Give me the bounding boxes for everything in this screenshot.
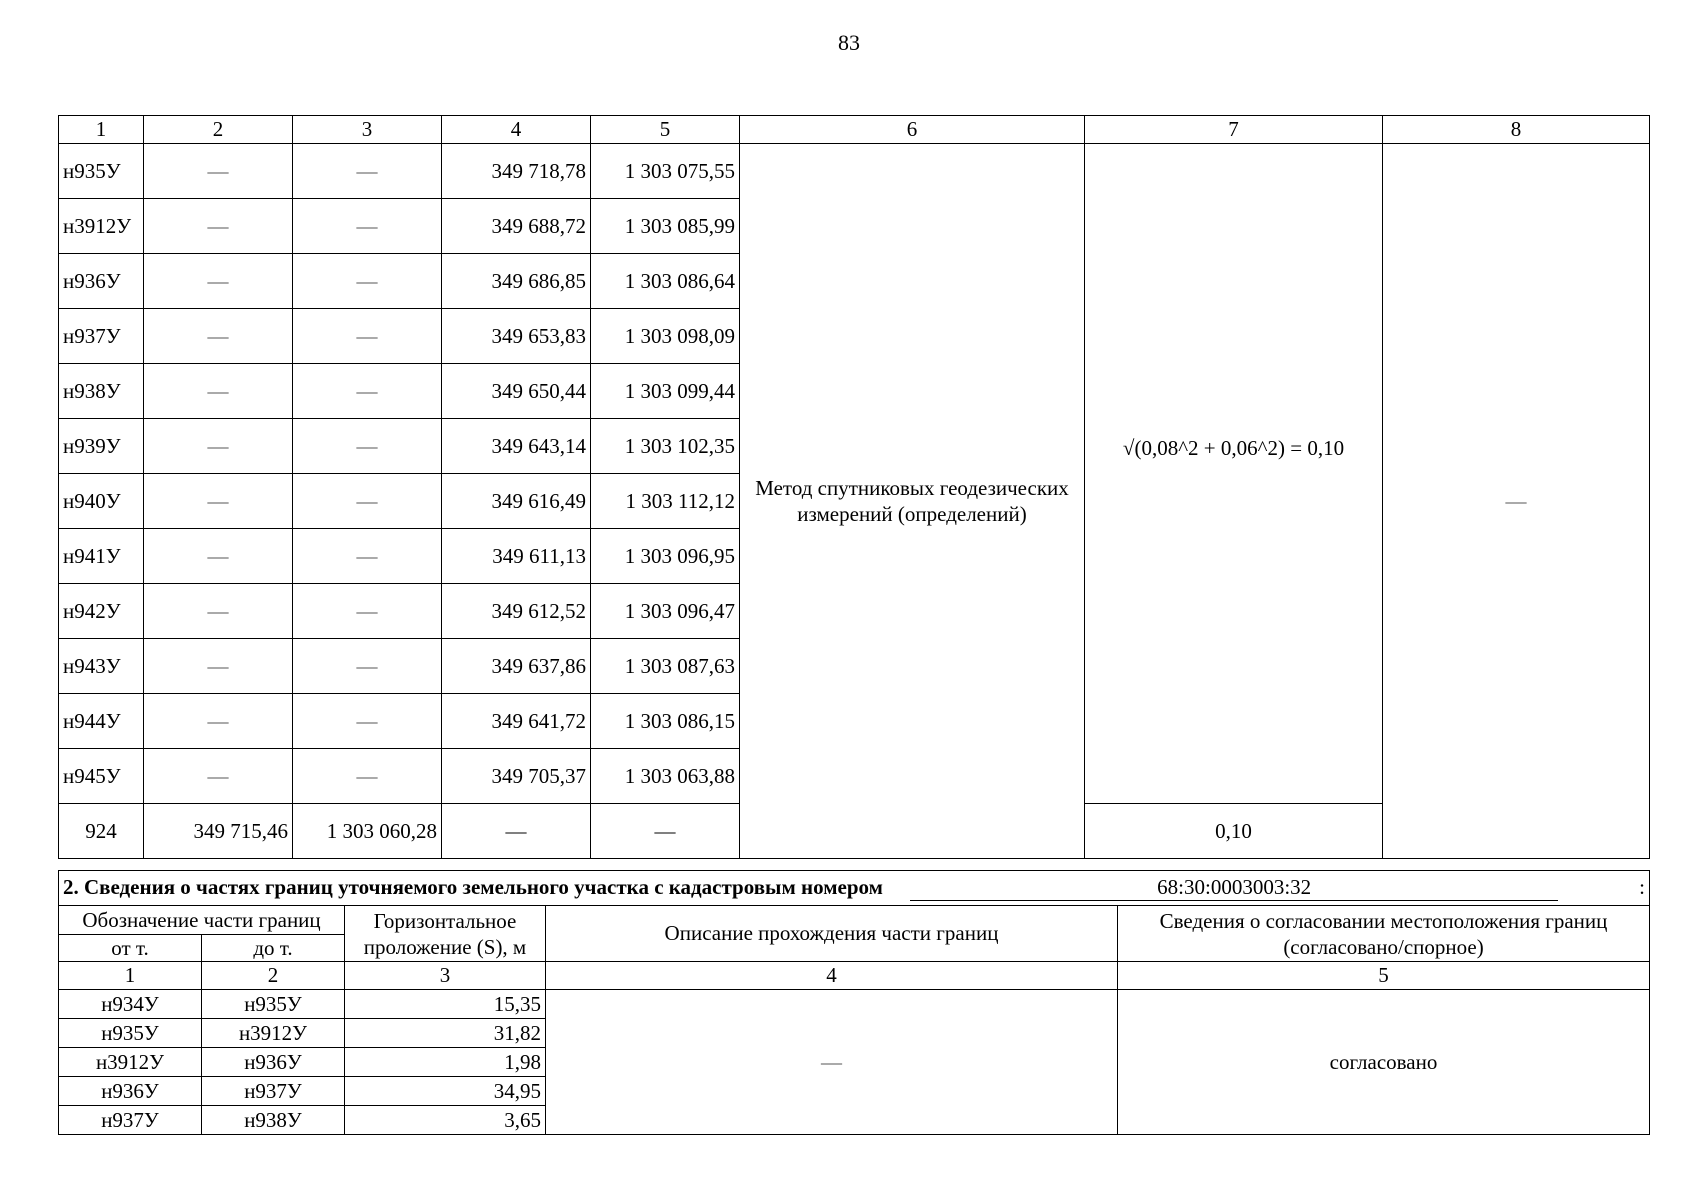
table-cell: н935У xyxy=(202,990,345,1019)
col-number: 3 xyxy=(293,116,442,144)
table-cell: — xyxy=(144,529,293,584)
head-agreement: Сведения о согласовании местоположения границ (согласовано/спорное) xyxy=(1118,906,1650,962)
col-number: 5 xyxy=(591,116,740,144)
table-cell: н937У xyxy=(202,1077,345,1106)
description-cell: — xyxy=(546,990,1118,1135)
boundary-parts-table xyxy=(58,870,1650,1135)
table-cell: 1 303 075,55 xyxy=(591,144,740,199)
table-cell: 349 653,83 xyxy=(442,309,591,364)
coordinates-table xyxy=(58,115,1650,859)
head-description: Описание прохождения части границ xyxy=(546,906,1118,962)
table-cell: 31,82 xyxy=(345,1019,546,1048)
head-to: до т. xyxy=(202,935,345,962)
table-cell: 1 303 086,15 xyxy=(591,694,740,749)
table-cell: — xyxy=(144,584,293,639)
col-number: 7 xyxy=(1085,116,1383,144)
head-from: от т. xyxy=(59,935,202,962)
table-cell: 34,95 xyxy=(345,1077,546,1106)
table-cell: н945У xyxy=(59,749,144,804)
table-cell: — xyxy=(293,694,442,749)
head-part: Обозначение части границ xyxy=(59,906,345,935)
col-number: 6 xyxy=(740,116,1085,144)
table-cell: 924 xyxy=(59,804,144,859)
accuracy-formula-cell: √(0,08^2 + 0,06^2) = 0,10 xyxy=(1085,144,1383,804)
col-number: 5 xyxy=(1118,962,1650,990)
table-cell: 3,65 xyxy=(345,1106,546,1135)
table-cell: н3912У xyxy=(202,1019,345,1048)
table-cell: — xyxy=(293,639,442,694)
table-cell: 349 616,49 xyxy=(442,474,591,529)
table-cell: н943У xyxy=(59,639,144,694)
table-cell: н938У xyxy=(202,1106,345,1135)
col8-cell: — xyxy=(1383,144,1650,859)
table-cell: 1 303 102,35 xyxy=(591,419,740,474)
table-cell: — xyxy=(293,584,442,639)
table-cell: н936У xyxy=(59,254,144,309)
section-title-row xyxy=(59,871,1650,906)
table-cell: — xyxy=(144,309,293,364)
column-numbers-row xyxy=(59,962,1650,990)
table-cell: — xyxy=(293,254,442,309)
col-number: 8 xyxy=(1383,116,1650,144)
table-cell: 349 611,13 xyxy=(442,529,591,584)
table-cell: — xyxy=(144,199,293,254)
table-cell: 349 688,72 xyxy=(442,199,591,254)
table-cell: — xyxy=(293,199,442,254)
table-cell: н935У xyxy=(59,1019,202,1048)
table-row xyxy=(59,990,1650,1019)
table-cell: 1 303 099,44 xyxy=(591,364,740,419)
table-cell: н941У xyxy=(59,529,144,584)
col-number: 4 xyxy=(546,962,1118,990)
table-cell: 1 303 087,63 xyxy=(591,639,740,694)
table-cell: 349 705,37 xyxy=(442,749,591,804)
table-cell: 349 641,72 xyxy=(442,694,591,749)
table-cell: 1 303 098,09 xyxy=(591,309,740,364)
table-cell: 349 718,78 xyxy=(442,144,591,199)
table-cell: — xyxy=(144,419,293,474)
table-cell: н939У xyxy=(59,419,144,474)
table-cell: — xyxy=(144,749,293,804)
table-cell: н934У xyxy=(59,990,202,1019)
table-cell: 1 303 086,64 xyxy=(591,254,740,309)
table-cell: 349 686,85 xyxy=(442,254,591,309)
table-cell: 1,98 xyxy=(345,1048,546,1077)
header-row xyxy=(59,906,1650,935)
agreement-cell: согласовано xyxy=(1118,990,1650,1135)
table-cell: 1 303 112,12 xyxy=(591,474,740,529)
table-cell: — xyxy=(293,474,442,529)
table-cell: — xyxy=(293,749,442,804)
page-number: 83 xyxy=(838,30,860,55)
accuracy-last-cell: 0,10 xyxy=(1085,804,1383,859)
table-cell: — xyxy=(144,254,293,309)
table-cell: н937У xyxy=(59,1106,202,1135)
table-cell: — xyxy=(293,529,442,584)
table-cell: 1 303 096,47 xyxy=(591,584,740,639)
table-cell: — xyxy=(442,804,591,859)
table-cell: — xyxy=(591,804,740,859)
table-cell: н942У xyxy=(59,584,144,639)
table-cell: 349 637,86 xyxy=(442,639,591,694)
col-number: 2 xyxy=(202,962,345,990)
table-cell: н940У xyxy=(59,474,144,529)
table-cell: н935У xyxy=(59,144,144,199)
table-cell: — xyxy=(293,364,442,419)
column-numbers-row xyxy=(59,116,1650,144)
table-cell: — xyxy=(144,144,293,199)
table-cell: 15,35 xyxy=(345,990,546,1019)
table-cell: н944У xyxy=(59,694,144,749)
table-cell: 349 612,52 xyxy=(442,584,591,639)
cadastral-number: 68:30:0003003:32 xyxy=(910,875,1558,901)
col-number: 4 xyxy=(442,116,591,144)
table-cell: 1 303 085,99 xyxy=(591,199,740,254)
trailing-colon: : xyxy=(1639,875,1646,899)
table-cell: — xyxy=(144,474,293,529)
table-cell: — xyxy=(144,694,293,749)
table-cell: н3912У xyxy=(59,199,144,254)
col-number: 2 xyxy=(144,116,293,144)
table-cell: — xyxy=(293,419,442,474)
table-cell: — xyxy=(144,364,293,419)
table-cell: 349 715,46 xyxy=(144,804,293,859)
table-cell: н936У xyxy=(202,1048,345,1077)
table-cell: н3912У xyxy=(59,1048,202,1077)
table-row xyxy=(59,144,1650,199)
table-cell: — xyxy=(293,144,442,199)
col-number: 3 xyxy=(345,962,546,990)
table-cell: 349 650,44 xyxy=(442,364,591,419)
table-cell: — xyxy=(144,639,293,694)
section-title: 2. Сведения о частях границ уточняемого земельного участка с кадастровым номером xyxy=(63,875,883,899)
table-cell: 349 643,14 xyxy=(442,419,591,474)
table-cell: н938У xyxy=(59,364,144,419)
table-cell: 1 303 063,88 xyxy=(591,749,740,804)
col-number: 1 xyxy=(59,962,202,990)
table-cell: н937У xyxy=(59,309,144,364)
table-cell: 1 303 096,95 xyxy=(591,529,740,584)
head-length: Горизонтальное проложение (S), м xyxy=(345,906,546,962)
table-cell: 1 303 060,28 xyxy=(293,804,442,859)
col-number: 1 xyxy=(59,116,144,144)
table-cell: н936У xyxy=(59,1077,202,1106)
table-cell: — xyxy=(293,309,442,364)
method-cell: Метод спутниковых геодезических измерений (определений) xyxy=(740,144,1085,859)
